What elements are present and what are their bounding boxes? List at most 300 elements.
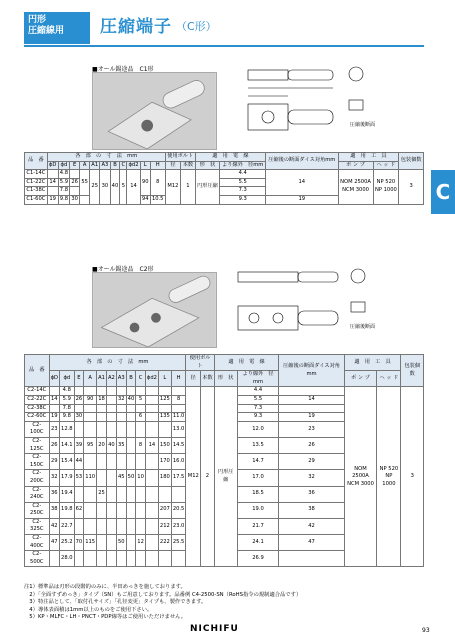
- cell: 10.5: [150, 195, 165, 204]
- cell: 36: [49, 486, 59, 502]
- cell: [126, 535, 136, 551]
- cell: [171, 404, 186, 413]
- cell: [145, 404, 158, 413]
- c1-dimension-drawing: [228, 64, 378, 144]
- th-A2: A2: [106, 371, 116, 387]
- cell: 26: [49, 437, 59, 453]
- cell: [158, 387, 171, 396]
- cell: 32: [279, 470, 344, 486]
- cell: 14.7: [237, 454, 279, 470]
- c1-drawing-caption: 圧縮後断面: [350, 122, 376, 128]
- cell: [84, 421, 97, 437]
- page-number: 93: [422, 627, 430, 634]
- cell: [145, 486, 158, 502]
- cell: 8: [136, 437, 146, 453]
- th-od: より線外 径mm: [237, 371, 279, 387]
- note: 3）特注品として、「取付孔サイズ」「孔径変更」タイプも、製作できます。: [24, 599, 207, 606]
- cell: 30: [74, 413, 84, 422]
- cell: 39: [74, 437, 84, 453]
- cell: [171, 551, 186, 567]
- th-pump: ポ ン プ: [338, 161, 373, 170]
- cell: [145, 395, 158, 404]
- head-1: NP 520: [376, 179, 396, 186]
- th-E: E: [74, 371, 84, 387]
- cell: 38: [279, 502, 344, 518]
- cell: 19.8: [60, 502, 75, 518]
- cell: 26: [74, 395, 84, 404]
- cell: [279, 551, 344, 567]
- th-tool: 適 用 工 具: [338, 153, 399, 162]
- cell: [106, 395, 116, 404]
- cell: 135: [158, 413, 171, 422]
- header: [0, 0, 455, 54]
- cell: 53: [74, 470, 84, 486]
- cell-part: C2-500C: [25, 551, 50, 567]
- cell: 23.0: [171, 518, 186, 534]
- cell: [97, 421, 107, 437]
- cell: 8: [171, 395, 186, 404]
- cell-part: C2-200C: [25, 470, 50, 486]
- cell: [158, 421, 171, 437]
- cell: [136, 387, 146, 396]
- cell: 5: [136, 395, 146, 404]
- cell: 125: [158, 395, 171, 404]
- cell: [145, 454, 158, 470]
- cell: 95: [84, 437, 97, 453]
- th-d: ϕd: [60, 371, 75, 387]
- cell: 18.5: [237, 486, 279, 502]
- cell-part: C2-38C: [25, 404, 50, 413]
- cell: 35: [116, 437, 126, 453]
- cell: 20: [97, 437, 107, 453]
- cell: [126, 413, 136, 422]
- cell: 9.8: [58, 195, 70, 204]
- cell: [106, 404, 116, 413]
- cell: 5.5: [237, 395, 279, 404]
- cell: [126, 421, 136, 437]
- cell: [84, 518, 97, 534]
- cell-part: C2-125C: [25, 437, 50, 453]
- th-B: B: [110, 161, 120, 170]
- cell: [126, 404, 136, 413]
- cell: 7.3: [237, 404, 279, 413]
- th-A: A: [80, 161, 90, 170]
- th-qty: 包装個数: [401, 355, 424, 387]
- th-d2: ϕd2: [127, 161, 140, 170]
- cell: 11.0: [171, 413, 186, 422]
- cell: [106, 454, 116, 470]
- cell: [126, 551, 136, 567]
- th-C: C: [120, 161, 127, 170]
- cell: [158, 486, 171, 502]
- cell: [84, 413, 97, 422]
- cell: [279, 387, 344, 396]
- cell: [97, 518, 107, 534]
- th-tool: 適 用 工 具: [344, 355, 401, 371]
- cell: 4.4: [237, 387, 279, 396]
- cell: 16.0: [171, 454, 186, 470]
- th-wire: 適 用 電 線: [195, 153, 265, 162]
- cell: [74, 486, 84, 502]
- cell: [116, 551, 126, 567]
- cell-part: C1-38C: [25, 187, 48, 196]
- cell: 14: [127, 170, 140, 204]
- cell: [171, 486, 186, 502]
- cell: [116, 518, 126, 534]
- cell: [136, 404, 146, 413]
- cell-pump: [344, 387, 377, 567]
- cell: [116, 454, 126, 470]
- c2-product-photo: [92, 272, 217, 348]
- section1-label: ■オール錫途品 C1形: [92, 66, 154, 73]
- cell: [116, 421, 126, 437]
- cell: 7.8: [60, 404, 75, 413]
- cell: [106, 413, 116, 422]
- cell: [106, 470, 116, 486]
- category-badge: [24, 12, 90, 44]
- cell: 212: [158, 518, 171, 534]
- th-pump: ポ ン プ: [344, 371, 377, 387]
- th-A1: A1: [97, 371, 107, 387]
- cell: 50: [126, 470, 136, 486]
- cell: [106, 518, 116, 534]
- cell: 5.9: [58, 178, 70, 187]
- cell: 14: [145, 437, 158, 453]
- cell: [126, 502, 136, 518]
- cell: 7.3: [220, 187, 266, 196]
- th-bolt-count: 本数: [181, 161, 196, 170]
- cell: [145, 470, 158, 486]
- cell: M12: [186, 387, 201, 567]
- cell: 115: [84, 535, 97, 551]
- cell: 12.8: [60, 421, 75, 437]
- cell: 14: [47, 178, 58, 187]
- cell: 17.5: [171, 470, 186, 486]
- cell: 7.8: [58, 187, 70, 196]
- cell: 5.5: [220, 178, 266, 187]
- cell: [136, 421, 146, 437]
- cell: [74, 387, 84, 396]
- cell-part: C2-250C: [25, 502, 50, 518]
- note: 注1）標準品は刃形の段階的のみに、半田めっきを施しております。: [24, 584, 186, 590]
- cell: 5: [120, 170, 127, 204]
- cell: 29: [49, 454, 59, 470]
- cell: 26.9: [237, 551, 279, 567]
- pump-2: NCM 3000: [347, 480, 374, 487]
- cell: [80, 195, 90, 204]
- cell: [97, 454, 107, 470]
- head-1: NP 520: [379, 465, 399, 472]
- side-tab: C: [431, 170, 455, 214]
- cell: 14: [49, 395, 59, 404]
- cell: [106, 421, 116, 437]
- th-die: 圧縮後の断面ダイス対角mm: [266, 153, 338, 170]
- cell: 2: [201, 387, 215, 567]
- th-dims: 各 部 の 寸 法 mm: [49, 355, 186, 371]
- cell: [47, 187, 58, 196]
- cell: [136, 486, 146, 502]
- cell: 42: [279, 518, 344, 534]
- c1-product-photo: [92, 72, 217, 150]
- cell: 4.4: [220, 170, 266, 179]
- cell: 18: [97, 395, 107, 404]
- cell: 47: [279, 535, 344, 551]
- cell-pump: [338, 170, 373, 204]
- pump-1: NOM 2500A: [340, 179, 371, 186]
- brand-logo: NICHIFU: [190, 624, 239, 634]
- footnotes: [24, 584, 301, 622]
- th-wire: 適 用 電 線: [214, 355, 279, 371]
- cell: [145, 413, 158, 422]
- th-C: C: [136, 371, 146, 387]
- cell: 40: [106, 437, 116, 453]
- cell: 13.5: [237, 437, 279, 453]
- th-B: B: [126, 371, 136, 387]
- cell: [136, 502, 146, 518]
- cell: [74, 404, 84, 413]
- cell: [126, 437, 136, 453]
- cell: 4.8: [60, 387, 75, 396]
- th-head: ヘ ッ ド: [373, 161, 399, 170]
- cell: 14: [279, 395, 344, 404]
- cell: 90: [140, 170, 150, 196]
- cell-part: C2-400C: [25, 535, 50, 551]
- cell: [84, 486, 97, 502]
- th-shape: 形 状: [195, 161, 220, 170]
- cell: 10: [136, 470, 146, 486]
- cell-part: C2-60C: [25, 413, 50, 422]
- cell: [145, 518, 158, 534]
- cell: [97, 551, 107, 567]
- cell: 36: [279, 486, 344, 502]
- cell: [106, 551, 116, 567]
- cell: [136, 551, 146, 567]
- cell: 9.3: [237, 413, 279, 422]
- cell: 23: [279, 421, 344, 437]
- cell: [158, 551, 171, 567]
- section2-label: ■オール錫途品 C2形: [92, 266, 154, 273]
- cell: 19: [266, 195, 338, 204]
- cell: 170: [158, 454, 171, 470]
- cell: 12: [136, 535, 146, 551]
- th-L: L: [158, 371, 171, 387]
- cell: [106, 535, 116, 551]
- cell: [106, 502, 116, 518]
- cell: [84, 404, 97, 413]
- cell: 14.1: [60, 437, 75, 453]
- th-head: ヘ ッ ド: [377, 371, 401, 387]
- cell: 28.0: [60, 551, 75, 567]
- cell: [47, 170, 58, 179]
- cell: 25.2: [60, 535, 75, 551]
- th-d: ϕd: [58, 161, 70, 170]
- th-A: A: [84, 371, 97, 387]
- cell: [158, 404, 171, 413]
- th-D: ϕD: [47, 161, 58, 170]
- th-bolt: 使用ボルト: [186, 355, 214, 371]
- th-H: H: [150, 161, 165, 170]
- cell: [70, 170, 80, 179]
- th-dims: 各 部 の 寸 法 mm: [47, 153, 165, 162]
- cell: 円形圧縮: [214, 387, 237, 567]
- cell: 17.0: [237, 470, 279, 486]
- th-bolt-dia: 径: [165, 161, 180, 170]
- page-title: 圧縮端子: [100, 17, 172, 37]
- th-A1: A1: [90, 161, 100, 170]
- cell: 45: [116, 470, 126, 486]
- cell: [126, 387, 136, 396]
- th-bolt: 使用ボルト: [165, 153, 195, 162]
- cell-part: C1-14C: [25, 170, 48, 179]
- cell: [84, 454, 97, 470]
- cell: 94: [140, 195, 150, 204]
- cell: [84, 502, 97, 518]
- cell-part: C1-22C: [25, 178, 48, 187]
- table-row: [25, 170, 424, 179]
- cell: [136, 454, 146, 470]
- th-bolt-count: 本数: [201, 371, 215, 387]
- cell: 222: [158, 535, 171, 551]
- cell: 円形圧縮: [195, 170, 220, 204]
- cell: 40: [126, 395, 136, 404]
- cell: 55: [80, 170, 90, 196]
- cell: [145, 502, 158, 518]
- cell: [171, 387, 186, 396]
- cell-head: [377, 387, 401, 567]
- cell-part: C2-14C: [25, 387, 50, 396]
- cell-part: C2-325C: [25, 518, 50, 534]
- cell: [145, 551, 158, 567]
- cell: 110: [84, 470, 97, 486]
- th-bolt-dia: 径: [186, 371, 201, 387]
- page-subtitle: （C形）: [176, 20, 217, 33]
- cell: 4.8: [58, 170, 70, 179]
- cell: 9.8: [60, 413, 75, 422]
- cell: 1: [181, 170, 196, 204]
- cell: [106, 486, 116, 502]
- cell: [145, 387, 158, 396]
- cell: [97, 413, 107, 422]
- cell: 19.4: [60, 486, 75, 502]
- table-row: [25, 387, 424, 396]
- cell-part: C2-240C: [25, 486, 50, 502]
- cell: [126, 518, 136, 534]
- cell: 50: [116, 535, 126, 551]
- th-od: より線外 径mm: [220, 161, 266, 170]
- cell: [279, 404, 344, 413]
- cell: [74, 421, 84, 437]
- th-d2: ϕd2: [145, 371, 158, 387]
- cell: 8: [150, 170, 165, 196]
- cell: 29: [279, 454, 344, 470]
- th-part: 品 番: [25, 153, 48, 170]
- th-H: H: [171, 371, 186, 387]
- cell: [74, 518, 84, 534]
- th-L: L: [140, 161, 150, 170]
- cell: 180: [158, 470, 171, 486]
- cell: 19: [47, 195, 58, 204]
- c1-spec-table: [24, 152, 424, 205]
- cell: 26: [70, 178, 80, 187]
- cell: 70: [74, 535, 84, 551]
- cell: 24.1: [237, 535, 279, 551]
- cell: 42: [49, 518, 59, 534]
- cell: 23: [49, 421, 59, 437]
- cell: [116, 502, 126, 518]
- cell: [145, 421, 158, 437]
- cell: 207: [158, 502, 171, 518]
- cell: 15.4: [60, 454, 75, 470]
- cell: 20.5: [171, 502, 186, 518]
- cell: 17.9: [60, 470, 75, 486]
- cell: 19: [279, 413, 344, 422]
- cell-part: C2-150C: [25, 454, 50, 470]
- cell: 25: [97, 486, 107, 502]
- cell: 40: [110, 170, 120, 204]
- cell: [106, 387, 116, 396]
- cell: [126, 486, 136, 502]
- pump-1: NOM 2500A: [352, 465, 369, 480]
- cell: 21.7: [237, 518, 279, 534]
- note: 4）導体表面積は1mm以上のものをご使用下さい。: [24, 606, 153, 613]
- cell: [97, 470, 107, 486]
- cell: [84, 551, 97, 567]
- th-A3: A3: [116, 371, 126, 387]
- header-rule: [24, 45, 424, 47]
- cell: 9.3: [220, 195, 266, 204]
- cell-part: C1-60C: [25, 195, 48, 204]
- cell: [49, 387, 59, 396]
- cell: [126, 454, 136, 470]
- category-line2: 圧縮線用: [28, 26, 65, 36]
- c2-table-body: [25, 387, 424, 567]
- cell: 14: [266, 170, 338, 196]
- cell: 150: [158, 437, 171, 453]
- head-2: NP 1000: [374, 186, 397, 193]
- cell: [49, 551, 59, 567]
- cell-head: [373, 170, 399, 204]
- cell-part: C2-22C: [25, 395, 50, 404]
- cell: [97, 404, 107, 413]
- cell: 62: [74, 502, 84, 518]
- note: 5）KP・MLFC・LH・PNCT・PDP線等はご使用いただけません。: [24, 614, 187, 621]
- cell: 30: [100, 170, 110, 204]
- cell: 6: [136, 413, 146, 422]
- cell: 19: [49, 413, 59, 422]
- cell: 32: [49, 470, 59, 486]
- c2-drawing-caption: 圧縮後断面: [350, 324, 376, 330]
- cell: 30: [70, 195, 80, 204]
- head-2: NP 1000: [382, 473, 396, 487]
- cell: [84, 387, 97, 396]
- cell: M12: [165, 170, 180, 204]
- cell: 13.0: [171, 421, 186, 437]
- th-D: ϕD: [49, 371, 59, 387]
- cell: [136, 518, 146, 534]
- cell: [116, 486, 126, 502]
- th-A3: A3: [100, 161, 110, 170]
- cell-part: C2-100C: [25, 421, 50, 437]
- cell: 19.0: [237, 502, 279, 518]
- cell: 22.7: [60, 518, 75, 534]
- cell: [145, 535, 158, 551]
- cell: 12.0: [237, 421, 279, 437]
- cell: 14.5: [171, 437, 186, 453]
- cell: [97, 502, 107, 518]
- cell: [116, 387, 126, 396]
- note: 2）「全面すずめっき」タイプ（SN）もご用意しております。品番例 C4-2500-SN（RoHS指令の規制適合品です）: [24, 591, 302, 598]
- pump-2: NCM 3000: [342, 186, 369, 193]
